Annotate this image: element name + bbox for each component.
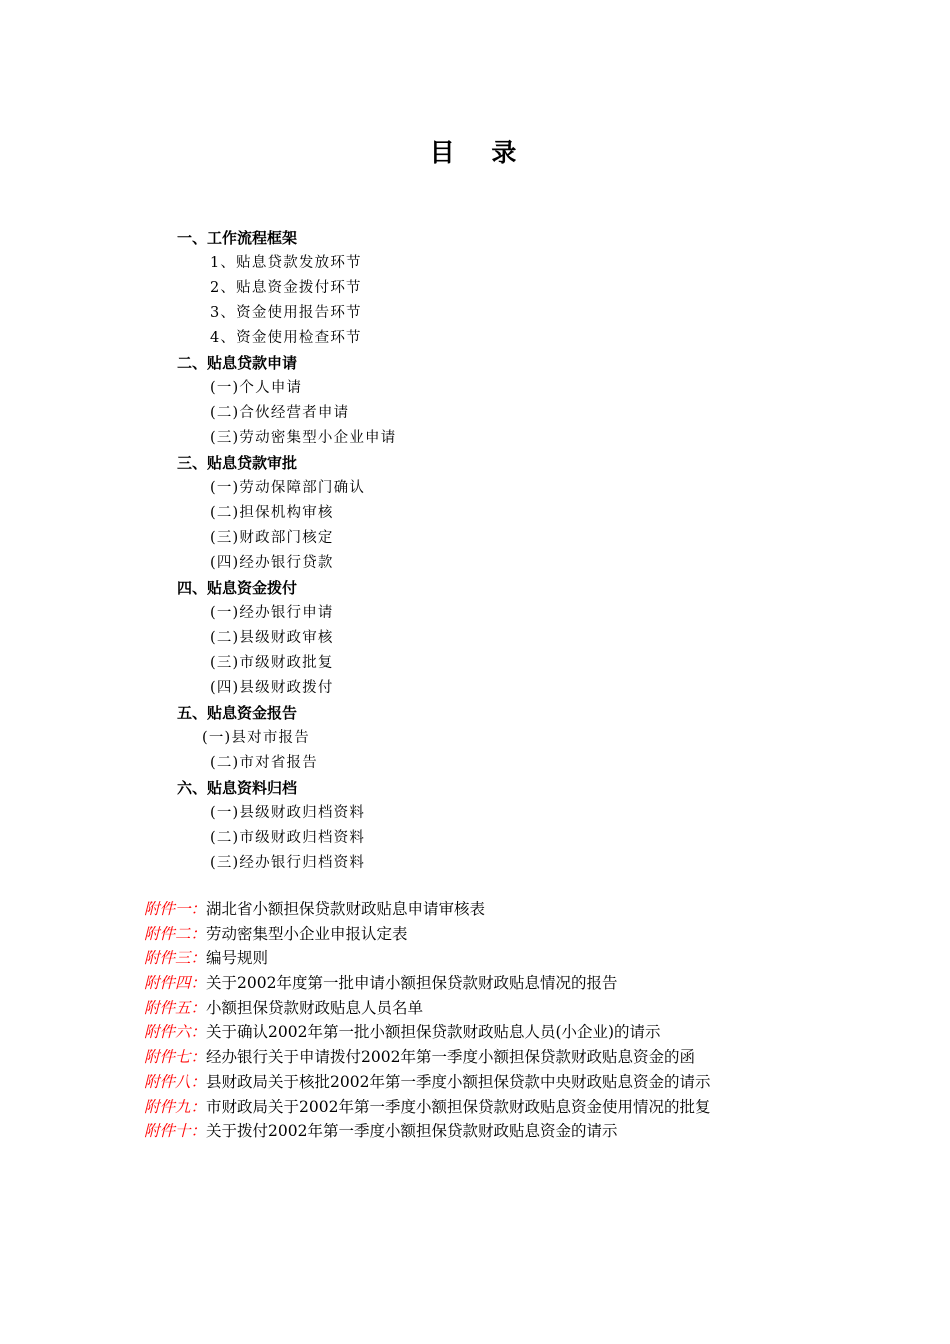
attachment-entry [0,1095,950,1120]
toc-item: (二)县级财政审核 [210,630,334,646]
toc-section-heading: 二、贴息贷款申请 [177,354,298,372]
toc-item: (一)县级财政归档资料 [210,805,366,821]
toc-item: (三)劳动密集型小企业申请 [210,430,397,446]
attachment-entry [0,996,950,1021]
attachment-entry [0,922,950,947]
attachment-label: 附件七： [144,1048,207,1067]
toc-item: 2、贴息资金拨付环节 [210,280,362,296]
attachment-label: 附件九： [144,1097,207,1116]
attachment-label: 附件二： [144,924,207,943]
toc-item: (一)劳动保障部门确认 [210,480,366,496]
attachment-label: 附件八： [144,1072,207,1091]
attachment-title: 关于2002年度第一批申请小额担保贷款财政贴息情况的报告 [206,974,618,993]
attachment-title: 湖北省小额担保贷款财政贴息申请审核表 [206,900,486,918]
toc-item: (三)经办银行归档资料 [210,855,366,871]
attachment-title: 市财政局关于2002年第一季度小额担保贷款财政贴息资金使用情况的批复 [206,1097,711,1116]
attachment-label: 附件一： [144,900,207,918]
toc-item: (二)市级财政归档资料 [210,830,366,846]
attachment-title: 县财政局关于核批2002年第一季度小额担保贷款中央财政贴息资金的请示 [206,1072,711,1091]
attachment-label: 附件十： [144,1122,207,1141]
toc-item: (三)财政部门核定 [210,530,334,546]
toc-item: (一)县对市报告 [202,730,310,746]
attachment-label: 附件三： [144,949,207,968]
toc-section-heading: 五、贴息资金报告 [177,704,298,722]
attachment-entry [0,897,950,922]
attachment-label: 附件五： [144,998,207,1017]
table-of-contents [0,226,950,876]
toc-item: (四)县级财政拨付 [210,680,334,696]
attachment-entry [0,1020,950,1045]
toc-item: (一)经办银行申请 [210,605,334,621]
toc-item: (三)市级财政批复 [210,655,334,671]
toc-section-heading: 四、贴息资金拨付 [177,579,298,597]
attachment-entry [0,1045,950,1070]
toc-item: 4、资金使用检查环节 [210,330,362,346]
toc-section-heading: 一、工作流程框架 [177,229,298,247]
attachment-list [0,897,950,1144]
attachment-entry [0,971,950,996]
attachment-entry [0,1119,950,1144]
attachment-label: 附件六： [144,1023,207,1042]
attachment-label: 附件四： [144,974,207,993]
toc-item: (二)合伙经营者申请 [210,405,350,421]
toc-item: 3、资金使用报告环节 [210,305,362,321]
attachment-title: 小额担保贷款财政贴息人员名单 [206,998,424,1017]
page-title: 目 录 [429,138,531,167]
toc-section-heading: 三、贴息贷款审批 [177,454,298,472]
toc-item: (一)个人申请 [210,380,303,396]
attachment-title: 关于确认2002年第一批小额担保贷款财政贴息人员(小企业)的请示 [206,1023,661,1042]
toc-item: 1、贴息贷款发放环节 [210,255,362,271]
attachment-title: 经办银行关于申请拨付2002年第一季度小额担保贷款财政贴息资金的函 [206,1048,695,1067]
toc-section-heading: 六、贴息资料归档 [177,779,298,797]
toc-item: (二)担保机构审核 [210,505,334,521]
attachment-entry [0,1070,950,1095]
attachment-title: 关于拨付2002年第一季度小额担保贷款财政贴息资金的请示 [206,1122,618,1141]
attachment-title: 编号规则 [206,949,269,968]
attachment-entry [0,946,950,971]
attachment-title: 劳动密集型小企业申报认定表 [206,924,408,943]
toc-item: (四)经办银行贷款 [210,555,334,571]
toc-item: (二)市对省报告 [210,755,318,771]
